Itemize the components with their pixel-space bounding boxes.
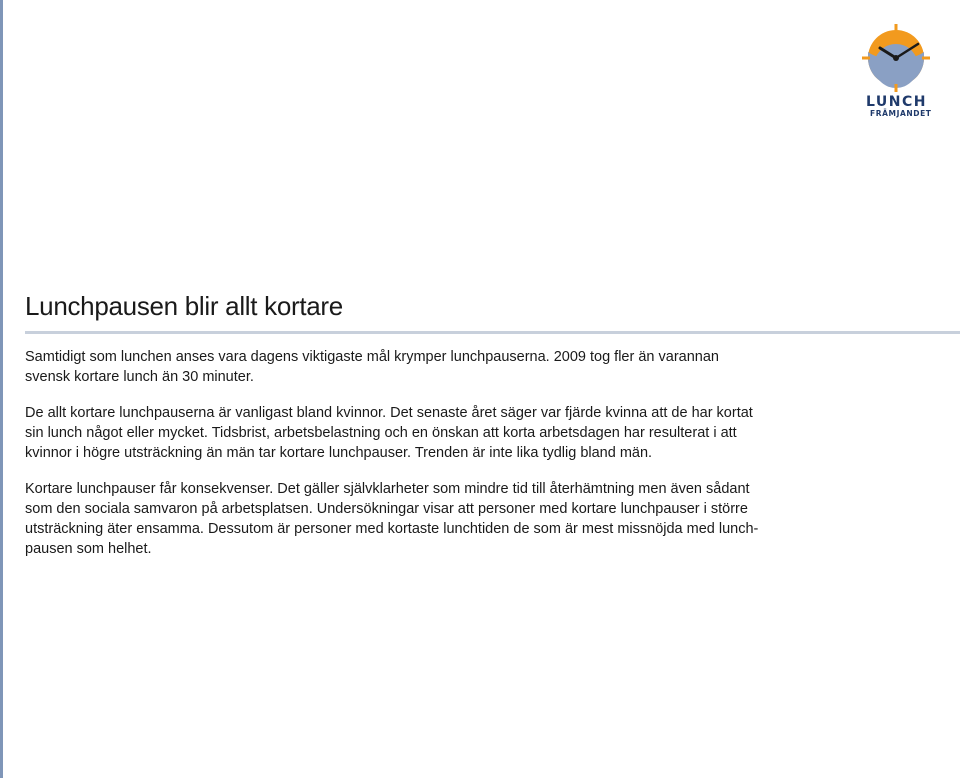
clock-center xyxy=(893,55,899,61)
clock-plate-icon xyxy=(862,22,932,94)
title-divider xyxy=(25,331,960,334)
paragraph-line: svensk kortare lunch än 30 minuter. xyxy=(25,369,254,385)
paragraph-2 xyxy=(25,403,805,463)
paragraph-line: som den sociala samvaron på arbetsplatsen. Undersökningar visar att personer med kortare lunchpauser i större xyxy=(25,501,748,517)
left-margin-rule xyxy=(0,0,3,778)
logo-wordmark: LUNCH xyxy=(866,94,927,110)
paragraph-line: kvinnor i högre utsträckning än män tar kortare lunchpauser. Trenden är inte lika tydlig bland män. xyxy=(25,445,653,461)
paragraph-line: Kortare lunchpauser får konsekvenser. Det gäller självklarheter som mindre tid till återhämtning men även sådant xyxy=(25,481,750,497)
paragraph-line: Samtidigt som lunchen anses vara dagens viktigaste mål krymper lunchpauserna. 2009 tog fler än varannan xyxy=(25,349,719,365)
paragraph-line: sin lunch något eller mycket. Tidsbrist, arbetsbelastning och en önskan att korta arbetsdagen har resulterat i att xyxy=(25,425,737,441)
page-title: Lunchpausen blir allt kortare xyxy=(25,291,343,321)
lunchframjandet-logo xyxy=(858,22,938,122)
logo-subtitle: FRÄMJANDET xyxy=(870,109,932,118)
paragraph-line: pausen som helhet. xyxy=(25,541,152,557)
paragraph-3 xyxy=(25,479,805,559)
article-body xyxy=(25,347,805,575)
plate-disc xyxy=(874,44,918,88)
paragraph-line: utsträckning äter ensamma. Dessutom är personer med kortaste lunchtiden de som är mest missnöjda med lunch- xyxy=(25,521,759,537)
paragraph-line: De allt kortare lunchpauserna är vanligast bland kvinnor. Det senaste året säger var fjärde kvinna att de har kortat xyxy=(25,405,753,421)
paragraph-1 xyxy=(25,347,805,387)
